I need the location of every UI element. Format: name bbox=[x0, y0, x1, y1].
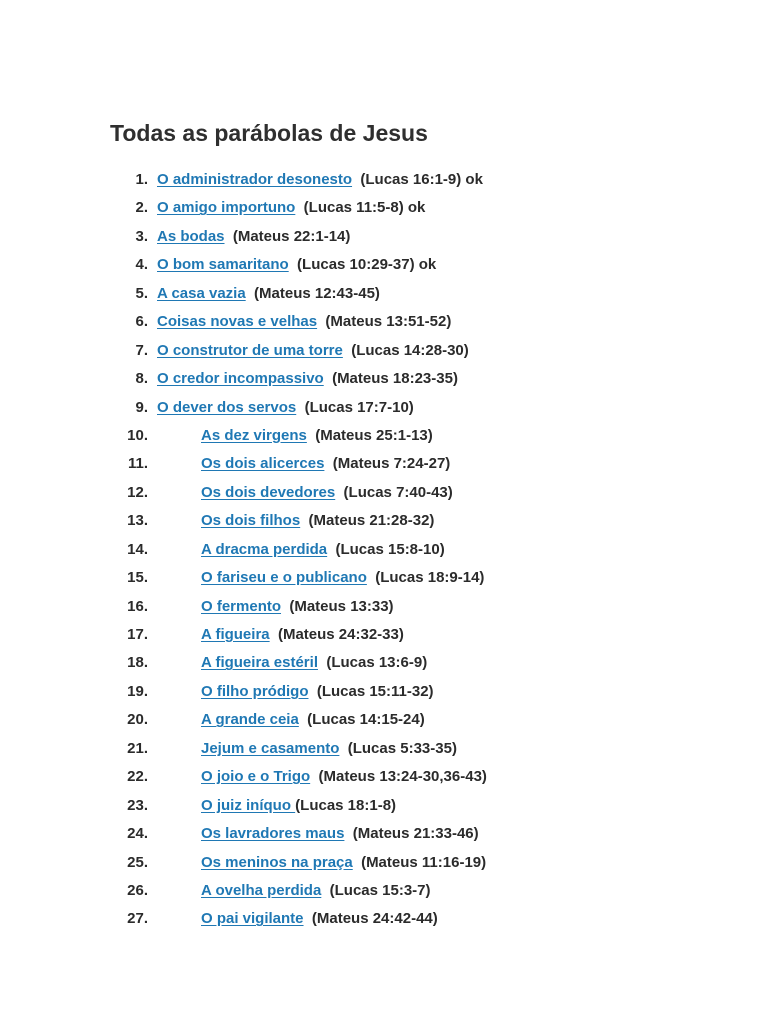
list-item-number: 18. bbox=[127, 654, 148, 672]
list-item-content bbox=[157, 251, 436, 279]
parable-link[interactable]: O joio e o Trigo bbox=[201, 768, 311, 786]
list-item-number: 10. bbox=[127, 426, 148, 444]
list-item-content bbox=[201, 507, 434, 535]
parable-link[interactable]: O juiz iníquo bbox=[201, 796, 296, 814]
list-item-number: 23. bbox=[127, 796, 148, 814]
list-item-number: 22. bbox=[127, 768, 148, 786]
list-item bbox=[0, 450, 768, 478]
bible-reference: (Lucas 15:8-10) bbox=[327, 540, 445, 558]
bible-reference: (Lucas 15:11-32) bbox=[308, 682, 434, 700]
parable-link[interactable]: O credor incompassivo bbox=[157, 370, 324, 388]
parable-link[interactable]: O fermento bbox=[201, 597, 282, 615]
parable-link[interactable]: O administrador desonesto bbox=[157, 171, 353, 188]
bible-reference: (Mateus 12:43-45) bbox=[245, 284, 380, 302]
list-item-content bbox=[157, 194, 425, 222]
list-item-content bbox=[157, 223, 350, 251]
list-item bbox=[0, 194, 768, 222]
list-item-content bbox=[201, 905, 438, 933]
bible-reference: (Lucas 7:40-43) bbox=[335, 483, 453, 501]
list-item-number: 3. bbox=[135, 227, 148, 245]
list-item-number: 12. bbox=[127, 483, 148, 501]
parable-link[interactable]: O construtor de uma torre bbox=[157, 341, 343, 359]
list-item-content bbox=[201, 877, 431, 905]
parables-list bbox=[0, 166, 768, 934]
list-item-number: 27. bbox=[127, 910, 148, 928]
parable-link[interactable]: A grande ceia bbox=[201, 711, 299, 729]
bible-reference: (Mateus 11:16-19) bbox=[352, 853, 487, 871]
list-item bbox=[0, 849, 768, 877]
list-item bbox=[0, 394, 768, 422]
parable-link[interactable]: A figueira bbox=[201, 626, 270, 643]
list-item bbox=[0, 564, 768, 592]
list-item bbox=[0, 735, 768, 763]
parable-link[interactable]: A ovelha perdida bbox=[201, 881, 322, 899]
bible-reference: (Mateus 13:51-52) bbox=[317, 313, 452, 331]
list-item-content bbox=[201, 849, 486, 877]
parable-link[interactable]: A casa vazia bbox=[157, 284, 246, 302]
bible-reference: (Mateus 18:23-35) bbox=[323, 370, 458, 388]
parable-link[interactable]: As bodas bbox=[157, 227, 225, 245]
bible-reference: (Lucas 18:1-8) bbox=[295, 796, 397, 814]
parable-link[interactable]: O dever dos servos bbox=[157, 398, 297, 416]
bible-reference: (Lucas 5:33-35) bbox=[339, 739, 457, 757]
bible-reference: (Mateus 13:24-30,36-43) bbox=[310, 768, 487, 786]
page-title: Todas as parábolas de Jesus bbox=[110, 120, 428, 146]
list-item bbox=[0, 337, 768, 365]
list-item bbox=[0, 593, 768, 621]
list-item bbox=[0, 507, 768, 535]
list-item bbox=[0, 166, 768, 194]
bible-reference: (Mateus 24:42-44) bbox=[303, 910, 438, 928]
list-item-number: 26. bbox=[127, 881, 148, 899]
list-item-number: 1. bbox=[135, 171, 148, 188]
list-item-number: 6. bbox=[135, 313, 148, 331]
parable-link[interactable]: O pai vigilante bbox=[201, 910, 304, 928]
list-item bbox=[0, 621, 768, 649]
bible-reference: (Mateus 22:1-14) bbox=[224, 227, 351, 245]
list-item bbox=[0, 251, 768, 279]
list-item-number: 16. bbox=[127, 597, 148, 615]
parable-link[interactable]: Coisas novas e velhas bbox=[157, 313, 318, 331]
list-item-content bbox=[201, 820, 479, 848]
list-item bbox=[0, 792, 768, 820]
list-item-number: 2. bbox=[135, 199, 148, 217]
list-item-number: 9. bbox=[135, 398, 148, 416]
list-item bbox=[0, 706, 768, 734]
list-item-content bbox=[201, 450, 450, 478]
parable-link[interactable]: Os dois devedores bbox=[201, 483, 336, 501]
list-item bbox=[0, 649, 768, 677]
list-item-number: 25. bbox=[127, 853, 148, 871]
list-item bbox=[0, 536, 768, 564]
parable-link[interactable]: A figueira estéril bbox=[201, 654, 318, 672]
parable-link[interactable]: O filho pródigo bbox=[201, 682, 309, 700]
parable-link[interactable]: Os lavradores maus bbox=[201, 825, 345, 843]
parable-link[interactable]: Os dois filhos bbox=[201, 512, 301, 530]
bible-reference: (Mateus 21:28-32) bbox=[300, 512, 435, 530]
list-item-content bbox=[157, 394, 414, 422]
list-item bbox=[0, 308, 768, 336]
list-item-content bbox=[201, 621, 404, 649]
bible-reference: (Mateus 21:33-46) bbox=[344, 825, 479, 843]
list-item bbox=[0, 763, 768, 791]
list-item bbox=[0, 280, 768, 308]
list-item bbox=[0, 479, 768, 507]
list-item-content bbox=[201, 792, 396, 820]
bible-reference: (Lucas 13:6-9) bbox=[317, 654, 428, 672]
parable-link[interactable]: O fariseu e o publicano bbox=[201, 569, 367, 587]
list-item bbox=[0, 223, 768, 251]
parable-link[interactable]: As dez virgens bbox=[201, 426, 307, 444]
list-item bbox=[0, 678, 768, 706]
list-item-content bbox=[201, 763, 487, 791]
bible-reference: (Lucas 14:28-30) bbox=[342, 341, 469, 359]
list-item-content bbox=[157, 308, 451, 336]
list-item bbox=[0, 877, 768, 905]
list-item-number: 19. bbox=[127, 682, 148, 700]
bible-reference: (Lucas 10:29-37) ok bbox=[288, 256, 437, 274]
list-item bbox=[0, 905, 768, 933]
list-item-content bbox=[201, 593, 394, 621]
list-item-number: 7. bbox=[135, 341, 148, 359]
bible-reference: (Lucas 16:1-9) ok bbox=[352, 171, 483, 188]
list-item-number: 5. bbox=[135, 284, 148, 302]
bible-reference: (Mateus 24:32-33) bbox=[269, 626, 404, 643]
list-item-number: 15. bbox=[127, 569, 148, 587]
parable-link[interactable]: Os meninos na praça bbox=[201, 853, 353, 871]
list-item-content bbox=[157, 280, 380, 308]
list-item-content bbox=[201, 649, 427, 677]
list-item-number: 13. bbox=[127, 512, 148, 530]
list-item-number: 20. bbox=[127, 711, 148, 729]
parable-link[interactable]: Jejum e casamento bbox=[201, 739, 340, 757]
list-item-content bbox=[157, 337, 469, 365]
list-item bbox=[0, 365, 768, 393]
bible-reference: (Lucas 18:9-14) bbox=[366, 569, 485, 587]
list-item-content bbox=[201, 735, 457, 763]
list-item-number: 8. bbox=[135, 370, 148, 388]
bible-reference: (Lucas 11:5-8) ok bbox=[295, 199, 426, 217]
list-item-number: 4. bbox=[135, 256, 148, 274]
bible-reference: (Lucas 14:15-24) bbox=[298, 711, 425, 729]
parable-link[interactable]: O bom samaritano bbox=[157, 256, 289, 274]
bible-reference: (Mateus 13:33) bbox=[281, 597, 394, 615]
parable-link[interactable]: O amigo importuno bbox=[157, 199, 296, 217]
list-item-number: 17. bbox=[127, 626, 148, 643]
list-item-number: 14. bbox=[127, 540, 148, 558]
parable-link[interactable]: Os dois alicerces bbox=[201, 455, 325, 473]
list-item-content bbox=[157, 166, 483, 194]
list-item-content bbox=[201, 678, 434, 706]
bible-reference: (Mateus 7:24-27) bbox=[324, 455, 451, 473]
list-item-content bbox=[201, 706, 425, 734]
list-item bbox=[0, 422, 768, 450]
list-item-number: 21. bbox=[127, 739, 148, 757]
parable-link[interactable]: A dracma perdida bbox=[201, 540, 328, 558]
list-item-number: 11. bbox=[127, 455, 148, 473]
list-item-content bbox=[201, 536, 445, 564]
list-item-number: 24. bbox=[127, 825, 148, 843]
bible-reference: (Mateus 25:1-13) bbox=[306, 426, 433, 444]
list-item-content bbox=[201, 564, 484, 592]
list-item-content bbox=[201, 479, 453, 507]
bible-reference: (Lucas 17:7-10) bbox=[296, 398, 414, 416]
list-item bbox=[0, 820, 768, 848]
bible-reference: (Lucas 15:3-7) bbox=[321, 881, 431, 899]
list-item-content bbox=[201, 422, 433, 450]
list-item-content bbox=[157, 365, 458, 393]
